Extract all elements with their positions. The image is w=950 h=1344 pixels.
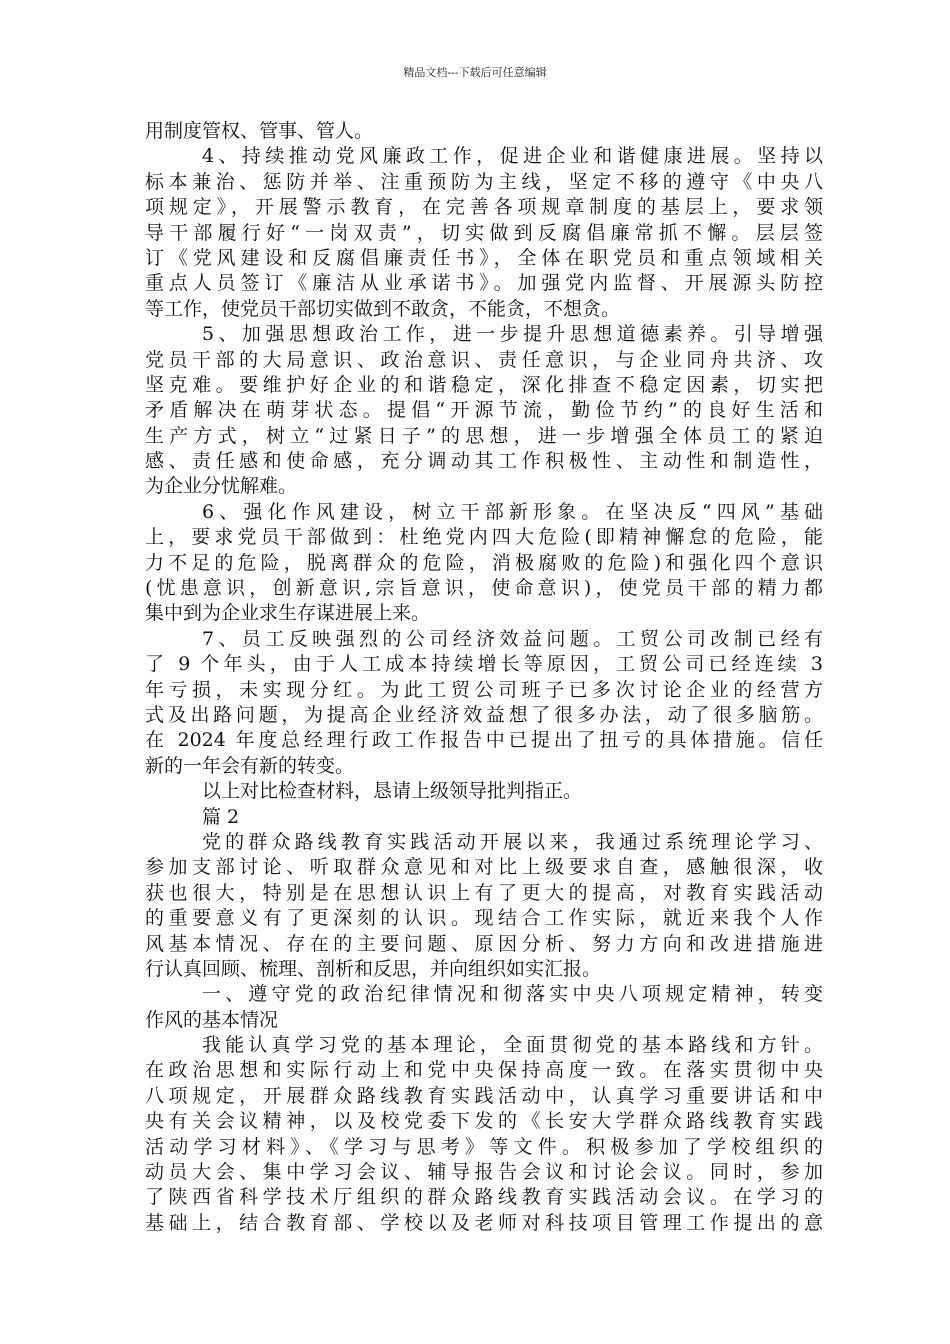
- text-line: 以上对比检查材料，恳请上级领导批判指正。: [202, 780, 583, 803]
- text-line: 矛盾解决在萌芽状态。提倡“开源节流，勤俭节约”的良好生活和: [145, 399, 823, 422]
- text-line: 订《党风建设和反腐倡廉责任书》，全体在职党员和重点领域相关: [145, 246, 823, 269]
- text-line: 在 2024 年度总经理行政工作报告中已提出了扭亏的具体措施。信任: [145, 729, 823, 752]
- text-line: 在政治思想和实际行动上和党中央保持高度一致。在落实贯彻中央: [145, 1059, 823, 1082]
- document-body: [145, 119, 823, 1236]
- text-line: 项规定》，开展警示教育，在完善各项规章制度的基层上，要求领: [145, 196, 823, 219]
- text-line: 力不足的危险，脱离群众的危险，消极腐败的危险)和强化四个意识: [145, 551, 823, 574]
- text-line: 央有关会议精神，以及校党委下发的《长安大学群众路线教育实践: [145, 1110, 823, 1133]
- text-line: 的重要意义有了更深刻的认识。现结合工作实际，就近来我个人作: [145, 907, 823, 930]
- text-line: 我能认真学习党的基本理论，全面贯彻党的基本路线和方针。: [202, 1034, 823, 1057]
- text-line: 获也很大，特别是在思想认识上有了更大的提高，对教育实践活动: [145, 881, 823, 904]
- text-line: 了陕西省科学技术厅组织的群众路线教育实践活动会议。在学习的: [145, 1186, 823, 1209]
- text-line: 基础上，结合教育部、学校以及老师对科技项目管理工作提出的意: [145, 1211, 823, 1234]
- text-line: 作风的基本情况: [145, 1008, 279, 1031]
- text-line: 活动学习材料》、《学习与思考》等文件。积极参加了学校组织的: [145, 1135, 823, 1158]
- text-line: 为企业分忧解难。: [145, 475, 298, 498]
- text-line: 导干部履行好“一岗双责”，切实做到反腐倡廉常抓不懈。层层签: [145, 221, 823, 244]
- text-line: 新的一年会有新的转变。: [145, 754, 355, 777]
- text-line: 风基本情况、存在的主要问题、原因分析、努力方向和改进措施进: [145, 932, 823, 955]
- text-line: 5、加强思想政治工作，进一步提升思想道德素养。引导增强: [202, 323, 823, 346]
- text-line: 参加支部讨论、听取群众意见和对比上级要求自查，感触很深，收: [145, 856, 823, 879]
- text-line: 标本兼治、惩防并举、注重预防为主线，坚定不移的遵守《中央八: [145, 170, 823, 193]
- text-line: 八项规定，开展群众路线教育实践活动中，认真学习重要讲话和中: [145, 1084, 823, 1107]
- text-line: 用制度管权、管事、管人。: [145, 120, 374, 142]
- page-header: 精品文档---下载后可任意编辑: [403, 66, 547, 79]
- text-line: 感、责任感和使命感，充分调动其工作积极性、主动性和制造性，: [145, 450, 823, 473]
- text-line: 一、遵守党的政治纪律情况和彻落实中央八项规定精神，转变: [202, 983, 823, 1006]
- text-line: 篇 2: [202, 805, 240, 828]
- text-line: 动员大会、集中学习会议、辅导报告会议和讨论会议。同时，参加: [145, 1161, 823, 1184]
- text-line: 坚克难。要维护好企业的和谐稳定，深化排查不稳定因素，切实把: [145, 373, 823, 396]
- text-line: 4、持续推动党风廉政工作，促进企业和谐健康进展。坚持以: [202, 145, 823, 168]
- text-line: 年亏损，未实现分红。为此工贸公司班子已多次讨论企业的经营方: [145, 678, 823, 701]
- text-line: 了 9 个年头，由于人工成本持续增长等原因，工贸公司已经连续 3: [145, 653, 823, 676]
- text-line: 集中到为企业求生存谋进展上来。: [145, 602, 431, 625]
- text-line: 重点人员签订《廉洁从业承诺书》。加强党内监督、开展源头防控: [145, 272, 823, 295]
- text-line: 生产方式，树立“过紧日子”的思想，进一步增强全体员工的紧迫: [145, 424, 823, 447]
- text-line: (忧患意识，创新意识,宗旨意识，使命意识)，使党员干部的精力都: [145, 577, 823, 600]
- text-line: 6、强化作风建设，树立干部新形象。在坚决反“四风”基础: [202, 500, 823, 523]
- text-line: 党员干部的大局意识、政治意识、责任意识，与企业同舟共济、攻: [145, 348, 823, 371]
- text-line: 等工作，使党员干部切实做到不敢贪，不能贪，不想贪。: [145, 297, 621, 320]
- text-line: 上，要求党员干部做到：杜绝党内四大危险(即精神懈怠的危险，能: [145, 526, 823, 549]
- text-line: 式及出路问题，为提高企业经济效益想了很多办法，动了很多脑筋。: [145, 703, 823, 726]
- text-line: 党的群众路线教育实践活动开展以来，我通过系统理论学习、: [202, 830, 823, 853]
- text-line: 7、员工反映强烈的公司经济效益问题。工贸公司改制已经有: [202, 627, 823, 650]
- text-line: 行认真回顾、梳理、剖析和反思，并向组织如实汇报。: [145, 957, 602, 980]
